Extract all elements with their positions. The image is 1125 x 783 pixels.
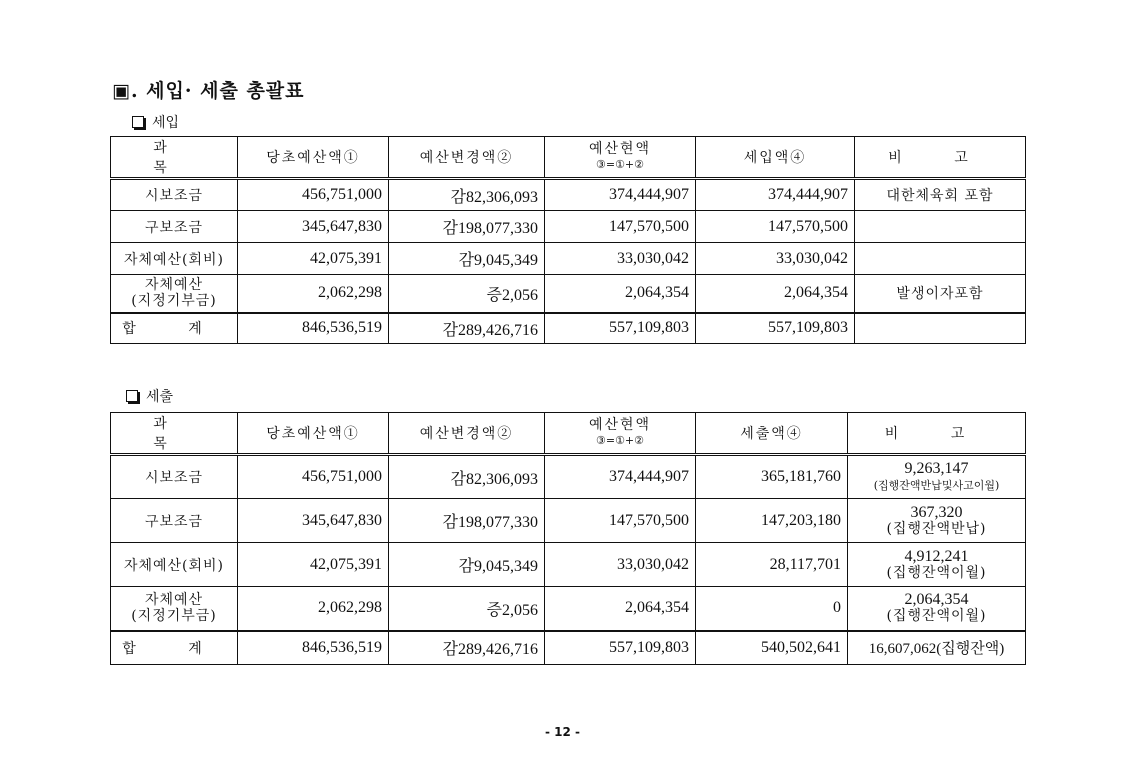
table-header-row bbox=[111, 413, 1026, 455]
revenue-table bbox=[110, 136, 1026, 344]
square-bullet-icon bbox=[126, 390, 138, 402]
page-number: - 12 - bbox=[544, 725, 580, 739]
square-bullet-icon bbox=[132, 116, 144, 128]
table-row: 구보조금 345,647,830 감198,077,330 147,570,500 147,203,180 367,320 (집행잔액반납) bbox=[111, 499, 1026, 543]
header-budget-change: 예산변경액② bbox=[389, 137, 545, 179]
header-current-budget: 예산현액 ③=①+② bbox=[545, 137, 696, 179]
header-remarks: 비 고 bbox=[848, 413, 1026, 455]
header-remarks: 비 고 bbox=[855, 137, 1026, 179]
page-title: ▣. 세입· 세출 총괄표 bbox=[112, 80, 305, 102]
header-budget-change: 예산변경액② bbox=[389, 413, 545, 455]
table-row: 시보조금 456,751,000 감82,306,093 374,444,907 374,444,907 대한체육회 포함 bbox=[111, 179, 1026, 211]
table-row: 자체예산(회비) 42,075,391 감9,045,349 33,030,042 33,030,042 bbox=[111, 243, 1026, 275]
header-item: 과 목 bbox=[111, 137, 238, 179]
table-row: 자체예산(회비) 42,075,391 감9,045,349 33,030,042 28,117,701 4,912,241 (집행잔액이월) bbox=[111, 543, 1026, 587]
header-original-budget: 당초예산액① bbox=[238, 137, 389, 179]
table-total-row: 합 계 846,536,519 감289,426,716 557,109,803 540,502,641 16,607,062(집행잔액) bbox=[111, 631, 1026, 665]
table-row: 구보조금 345,647,830 감198,077,330 147,570,500 147,570,500 bbox=[111, 211, 1026, 243]
header-revenue-amount: 세입액④ bbox=[696, 137, 855, 179]
expense-table bbox=[110, 412, 1026, 665]
table-header-row bbox=[111, 137, 1026, 179]
table-total-row: 합 계 846,536,519 감289,426,716 557,109,803 557,109,803 bbox=[111, 313, 1026, 344]
table-row: 시보조금 456,751,000 감82,306,093 374,444,907 365,181,760 9,263,147 (집행잔액반납및사고이월) bbox=[111, 455, 1026, 499]
expense-section-label: 세출 bbox=[126, 386, 173, 406]
table-row: 자체예산 (지정기부금) 2,062,298 증2,056 2,064,354 2,064,354 발생이자포함 bbox=[111, 275, 1026, 313]
header-expense-amount: 세출액④ bbox=[696, 413, 848, 455]
header-original-budget: 당초예산액① bbox=[238, 413, 389, 455]
revenue-section-label: 세입 bbox=[132, 112, 179, 132]
table-row: 자체예산 (지정기부금) 2,062,298 증2,056 2,064,354 0 2,064,354 (집행잔액이월) bbox=[111, 587, 1026, 631]
header-item: 과 목 bbox=[111, 413, 238, 455]
header-current-budget: 예산현액 ③=①+② bbox=[545, 413, 696, 455]
